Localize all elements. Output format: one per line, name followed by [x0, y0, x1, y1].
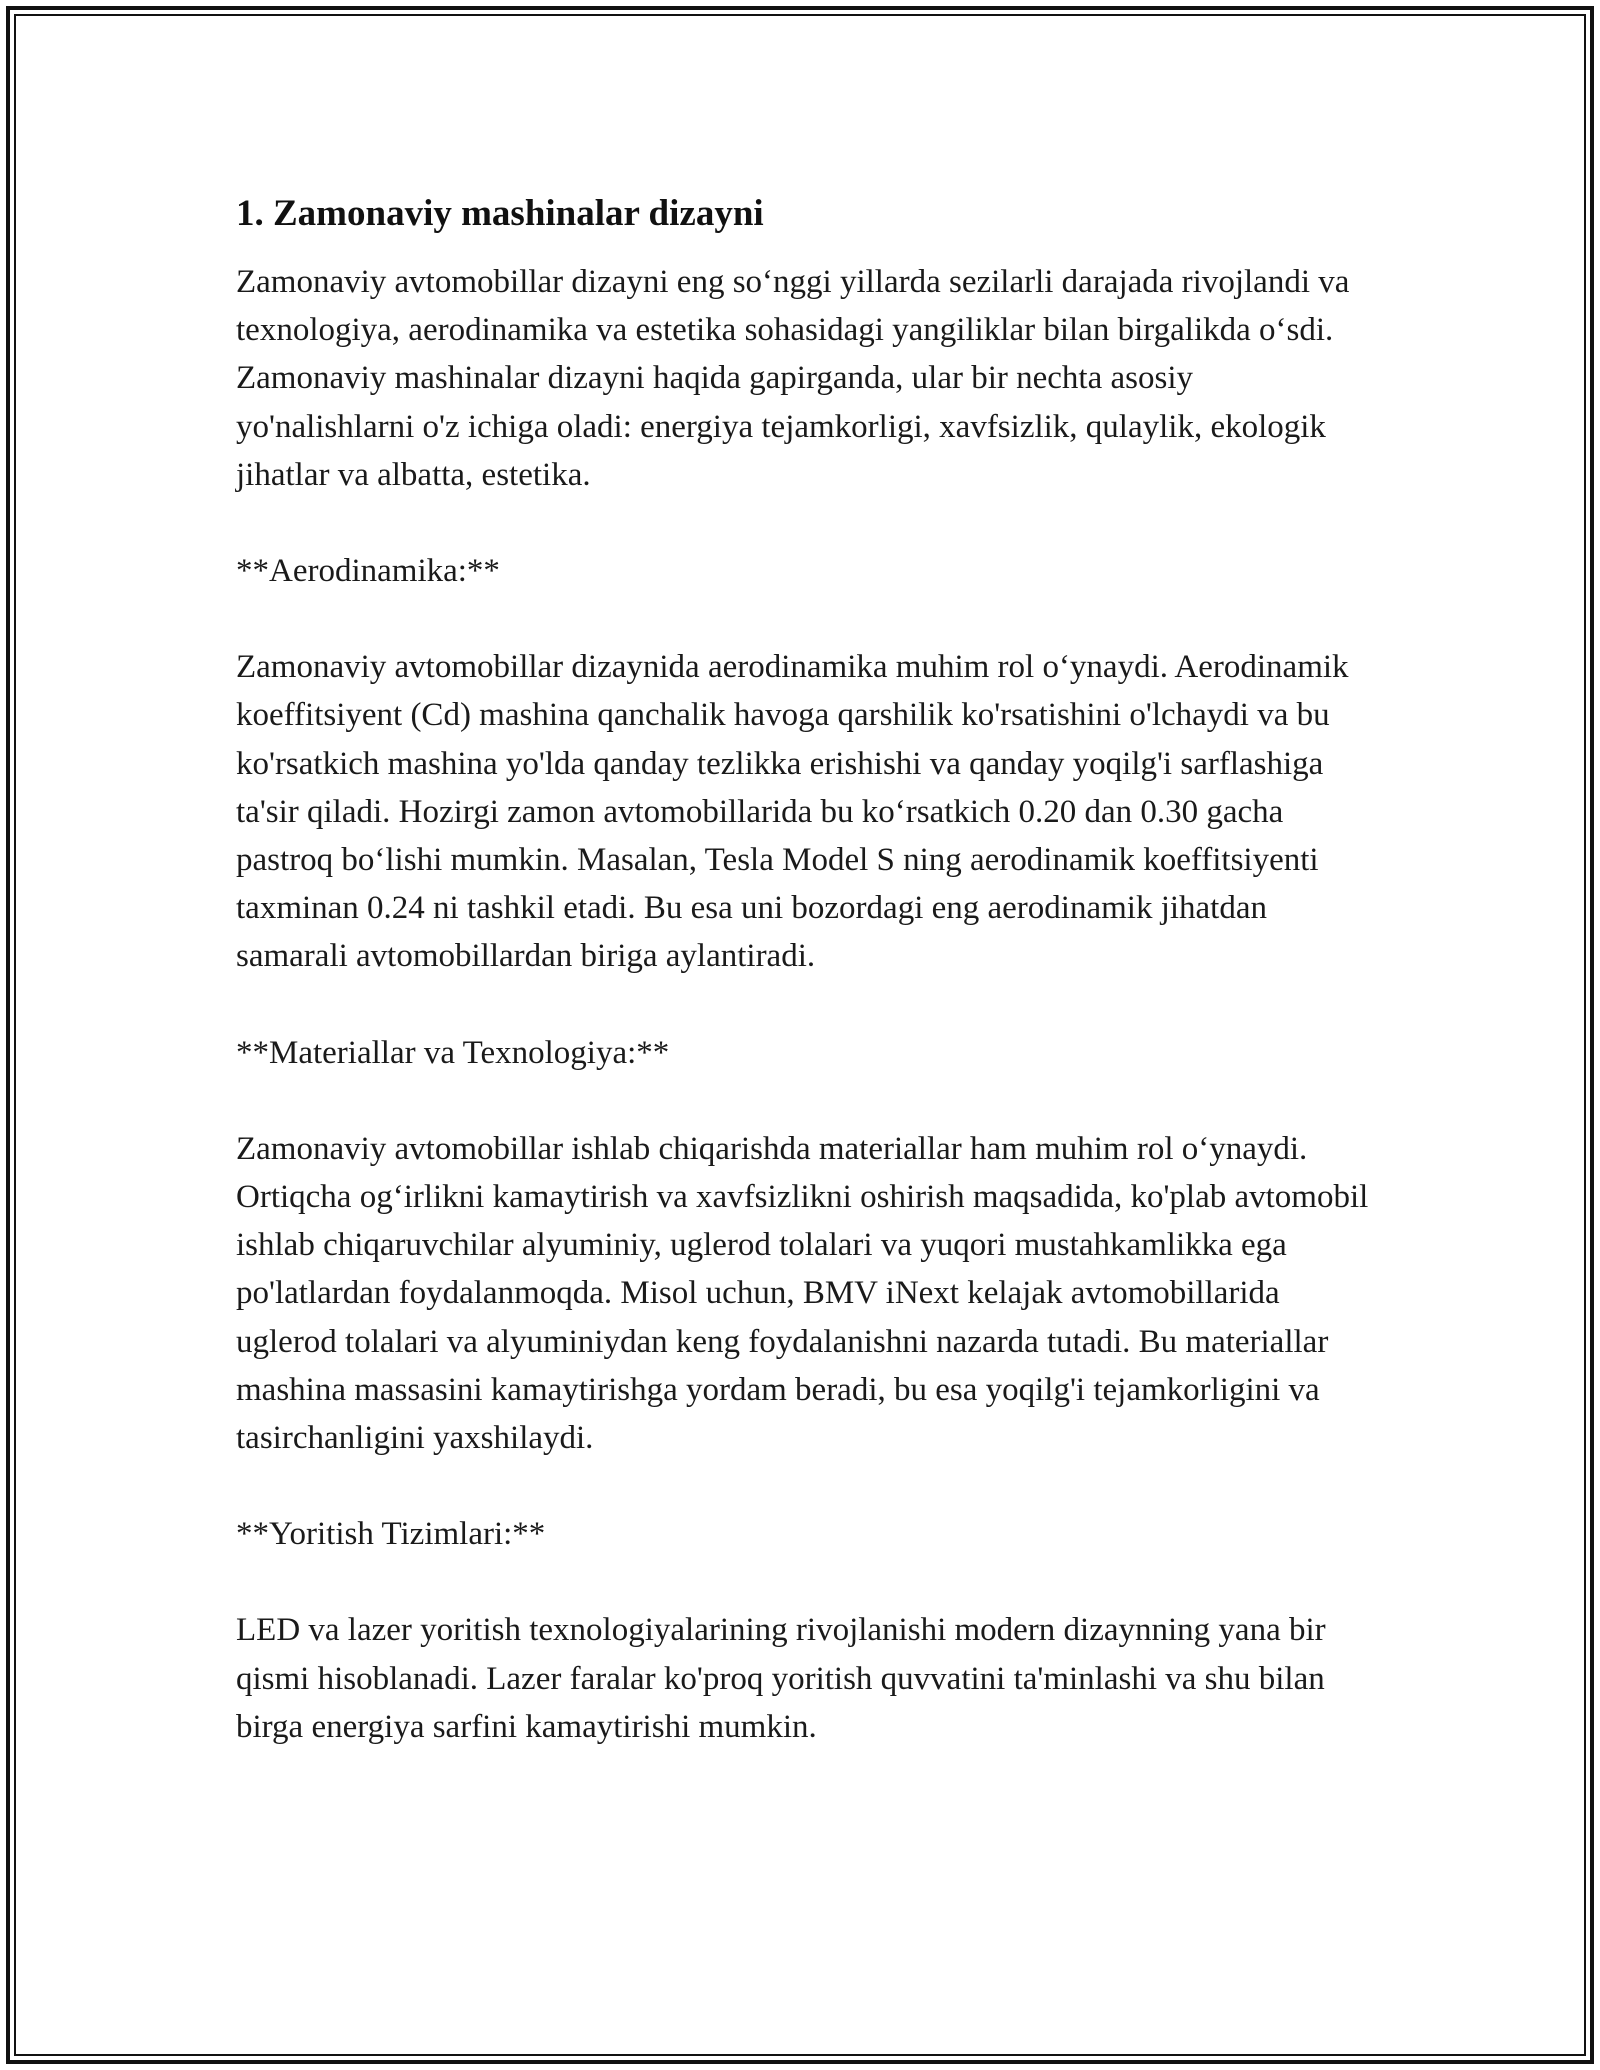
section-body-lighting: LED va lazer yoritish texnologiyalarining rivojlanishi modern dizaynning yana bir qismi hisoblanadi. Lazer faralar ko'proq yoritish quvvatini ta'minlashi va shu bilan birga energiya sarfini kamaytirishi mumkin. [236, 1612, 1326, 1745]
document-title: 1. Zamonaviy mashinalar dizayni [236, 193, 764, 234]
paragraph-spacer [236, 981, 1376, 1029]
paragraph-spacer [236, 595, 1376, 643]
section-heading-lighting: **Yoritish Tizimlari:** [236, 1516, 546, 1553]
paragraph-spacer [236, 1558, 1376, 1606]
section-heading-materials: **Materiallar va Texnologiya:** [236, 1034, 670, 1071]
section-heading-aerodynamics: **Aerodinamika:** [236, 553, 500, 590]
paragraph-spacer [236, 1462, 1376, 1510]
intro-paragraph: Zamonaviy avtomobillar dizayni eng so‘nggi yillarda sezilarli darajada rivojlandi va texnologiya, aerodinamika va estetika sohasidagi yangiliklar bilan birgalikda o‘sdi. Zamonaviy mashinalar dizayni haqida gapirganda, ular bir nechta asosiy yo'nalishlarni o'z ichiga oladi: energiya tejamkorligi, xavfsizlik, qulaylik, ekologik jihatlar va albatta, estetika. [236, 264, 1350, 493]
paragraph-spacer [236, 1077, 1376, 1125]
section-body-materials: Zamonaviy avtomobillar ishlab chiqarishda materiallar ham muhim rol o‘ynaydi. Ortiqcha og‘irlikni kamaytirish va xavfsizlikni oshirish maqsadida, ko'plab avtomobil ishlab chiqaruvchilar alyuminiy, uglerod tolalari va yuqori mustahkamlikka ega po'latlardan foydalanmoqda. Misol uchun, BMV iNext kelajak avtomobillarida uglerod tolalari va alyuminiydan keng foydalanishni nazarda tutadi. Bu materiallar mashina massasini kamaytirishga yordam beradi, bu esa yoqilg'i tejamkorligini va tasirchanligini yaxshilaydi. [236, 1130, 1369, 1457]
paragraph-spacer [236, 499, 1376, 547]
section-body-aerodynamics: Zamonaviy avtomobillar dizaynida aerodinamika muhim rol o‘ynaydi. Aerodinamik koeffitsiyent (Cd) mashina qanchalik havoga qarshilik ko'rsatishini o'lchaydi va bu ko'rsatkich mashina yo'lda qanday tezlikka erishishi va qanday yoqilg'i sarflashiga ta'sir qiladi. Hozirgi zamon avtomobillarida bu ko‘rsatkich 0.20 dan 0.30 gacha pastroq bo‘lishi mumkin. Masalan, Tesla Model S ning aerodinamik koeffitsiyenti taxminan 0.24 ni tashkil etadi. Bu esa uni bozordagi eng aerodinamik jihatdan samarali avtomobillardan biriga aylantiradi. [236, 649, 1349, 975]
document-body [236, 188, 1376, 1751]
